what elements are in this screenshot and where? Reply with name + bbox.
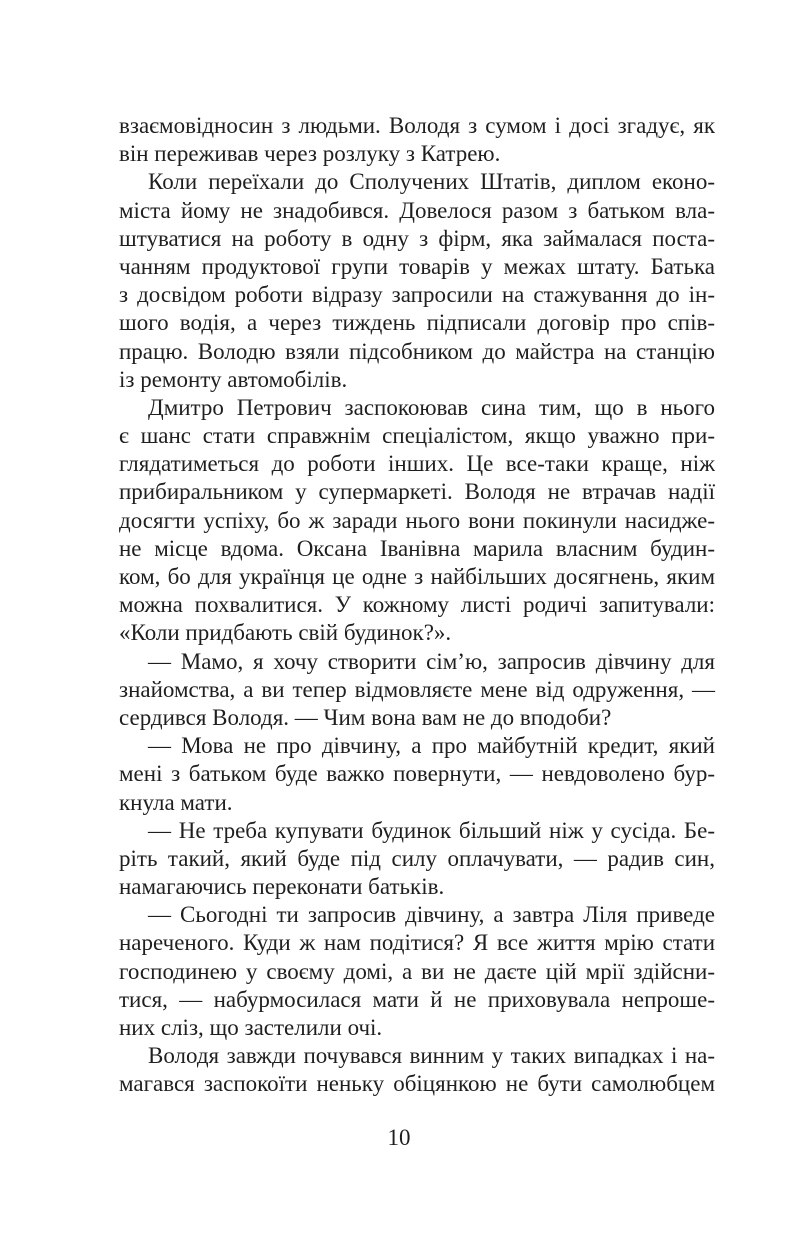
text-line: нареченого. Куди ж нам подітися? Я все життя мрію стати (119, 930, 715, 956)
paragraph (119, 168, 715, 394)
text-line: чанням продуктової групи товарів у межах штату. Батька (119, 253, 715, 279)
text-line: мені з батьком буде важко повернути, — невдоволено бур- (119, 761, 715, 787)
text-line: шого водія, а через тиждень підписали договір про спів- (119, 310, 715, 336)
paragraph (119, 394, 715, 648)
text-line: магався заспокоїти неньку обіцянкою не бути самолюбцем (119, 1071, 715, 1097)
text-line: з досвідом роботи відразу запросили на стажування до ін- (119, 282, 715, 308)
paragraph (119, 1042, 715, 1098)
text-line: не місце вдома. Оксана Іванівна марила власним будин- (119, 535, 715, 561)
text-line: Володя завжди почувався винним у таких випадках і на- (148, 1043, 715, 1069)
text-line: Коли переїхали до Сполучених Штатів, диплом еконо- (148, 169, 715, 195)
text-line: він переживав через розлуку з Катрею. (119, 141, 501, 167)
text-line: працю. Володю взяли підсобником до майстра на станцію (119, 338, 715, 364)
text-line: господинею у своєму домі, а ви не даєте цій мрії здійсни- (119, 958, 715, 984)
text-line: міста йому не знадобився. Довелося разом з батьком вла- (119, 197, 715, 223)
text-line: можна похвалитися. У кожному листі родичі запитували: (119, 592, 715, 618)
text-line: прибиральником у супермаркеті. Володя не втрачав надії (119, 479, 715, 505)
text-line: досягти успіху, бо ж заради нього вони покинули насидже- (119, 507, 715, 533)
text-line: них сліз, що застелили очі. (119, 1015, 383, 1040)
text-line: сердився Володя. — Чим вона вам не до вподоби? (119, 704, 612, 730)
text-line: глядатиметься до роботи інших. Це все-таки краще, ніж (119, 451, 715, 477)
text-line: взаємовідносин з людьми. Володя з сумом і досі згадує, як (119, 113, 715, 138)
paragraph (119, 901, 715, 1042)
paragraph (119, 732, 715, 817)
text-line: є шанс стати справжнім спеціалістом, якщо уважно при- (119, 423, 715, 449)
text-line: ріть такий, який буде під силу оплачувати, — радив син, (119, 845, 715, 871)
text-line: тися, — набурмосилася мати й не приховувала непроше- (119, 986, 715, 1012)
paragraph (119, 648, 715, 733)
text-line: «Коли придбають свій будинок?». (119, 620, 452, 646)
text-line: — Мамо, я хочу створити сім’ю, запросив дівчину для (148, 648, 715, 674)
text-line: намагаючись переконати батьків. (119, 874, 445, 900)
text-line: — Мова не про дівчину, а про майбутній кредит, який (148, 733, 715, 759)
text-line: знайомства, а ви тепер відмовляєте мене від одруження, — (119, 676, 715, 702)
page-number: 10 (387, 1125, 411, 1150)
paragraph (119, 817, 715, 902)
text-line: із ремонту автомобілів. (119, 366, 348, 392)
text-line: кнула мати. (119, 789, 233, 815)
text-line: штуватися на роботу в одну з фірм, яка займалася поста- (119, 225, 715, 251)
text-line: — Сьогодні ти запросив дівчину, а завтра Ліля приведе (148, 902, 715, 928)
paragraph (119, 112, 715, 168)
text-line: Дмитро Петрович заспокоював сина тим, що в нього (148, 394, 715, 420)
text-line: ком, бо для українця це одне з найбільших досягнень, яким (119, 564, 715, 589)
text-line: — Не треба купувати будинок більший ніж у сусіда. Бе- (148, 817, 715, 843)
body-text (119, 112, 715, 1099)
